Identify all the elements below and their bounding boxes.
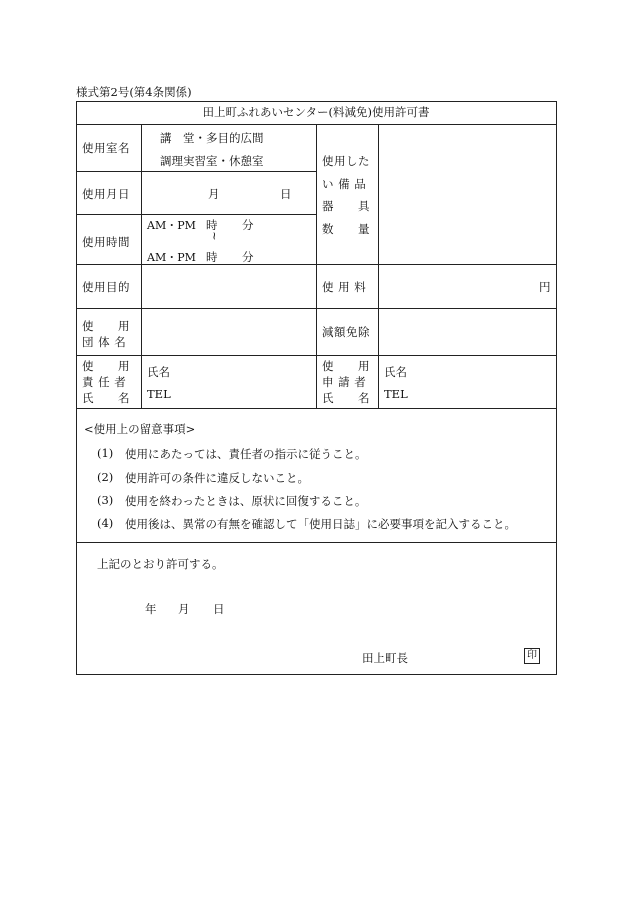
note-number: (2) xyxy=(97,470,114,484)
equipment-label-line3: 器 具 xyxy=(322,199,370,213)
applicant-name-field[interactable]: 氏名 xyxy=(384,365,407,379)
time-start-minute: 分 xyxy=(242,218,254,232)
manager-label-line3: 氏 名 xyxy=(82,391,130,405)
applicant-label-line1: 使 用 xyxy=(322,359,370,373)
time-range-wave: ~ xyxy=(207,231,222,241)
manager-label-line1: 使 用 xyxy=(82,359,130,373)
date-label: 使用月日 xyxy=(82,187,130,201)
form-title: 田上町ふれあいセンター(料減免)使用許可書 xyxy=(202,105,430,119)
group-field[interactable] xyxy=(143,310,315,354)
note-number: (3) xyxy=(97,493,114,507)
group-label-line1: 使 用 xyxy=(82,319,130,333)
purpose-label: 使用目的 xyxy=(82,280,130,294)
room-option-hall[interactable]: 講 堂・多目的広間 xyxy=(160,131,264,145)
equipment-field[interactable] xyxy=(380,126,554,262)
permission-day: 日 xyxy=(213,602,225,616)
equipment-label-line2: い 備 品 xyxy=(322,177,367,191)
group-label-line2: 団 体 名 xyxy=(82,335,127,349)
manager-name-field[interactable]: 氏名 xyxy=(147,365,170,379)
equipment-label-line1: 使用した xyxy=(322,154,370,168)
mayor-title: 田上町長 xyxy=(362,651,408,665)
permission-month: 月 xyxy=(178,602,190,616)
time-end-hour: 時 xyxy=(206,250,218,264)
reduction-label: 減額免除 xyxy=(322,325,370,339)
date-month: 月 xyxy=(208,187,220,201)
note-text: 使用許可の条件に違反しないこと。 xyxy=(125,471,309,485)
note-number: (4) xyxy=(97,516,114,530)
date-day: 日 xyxy=(280,187,292,201)
room-label: 使用室名 xyxy=(82,141,130,155)
time-start-ampm[interactable]: AM・PM xyxy=(147,219,196,232)
fee-label: 使 用 料 xyxy=(322,280,367,294)
seal-mark: 印 xyxy=(524,648,540,664)
note-text: 使用を終わったときは、原状に回復すること。 xyxy=(125,494,367,508)
reduction-field[interactable] xyxy=(380,310,554,354)
manager-tel-field[interactable]: TEL xyxy=(147,387,171,401)
time-label: 使用時間 xyxy=(82,235,130,249)
room-option-kitchen[interactable]: 調理実習室・休憩室 xyxy=(160,154,264,168)
time-start-hour: 時 xyxy=(206,218,218,232)
permission-year: 年 xyxy=(145,602,157,616)
applicant-label-line2: 申 請 者 xyxy=(322,375,367,389)
note-number: (1) xyxy=(97,446,114,460)
note-text: 使用にあたっては、責任者の指示に従うこと。 xyxy=(125,447,367,461)
equipment-label-line4: 数 量 xyxy=(322,222,370,236)
applicant-label-line3: 氏 名 xyxy=(322,391,370,405)
purpose-field[interactable] xyxy=(143,266,315,306)
notes-heading: <使用上の留意事項> xyxy=(84,422,196,436)
applicant-tel-field[interactable]: TEL xyxy=(384,387,408,401)
time-end-ampm[interactable]: AM・PM xyxy=(147,251,196,264)
form-number: 様式第2号(第4条関係) xyxy=(76,85,192,99)
manager-label-line2: 責 任 者 xyxy=(82,375,127,389)
fee-unit: 円 xyxy=(539,280,551,294)
permission-text: 上記のとおり許可する。 xyxy=(97,557,224,571)
note-text: 使用後は、異常の有無を確認して「使用日誌」に必要事項を記入すること。 xyxy=(125,517,516,531)
time-end-minute: 分 xyxy=(242,250,254,264)
